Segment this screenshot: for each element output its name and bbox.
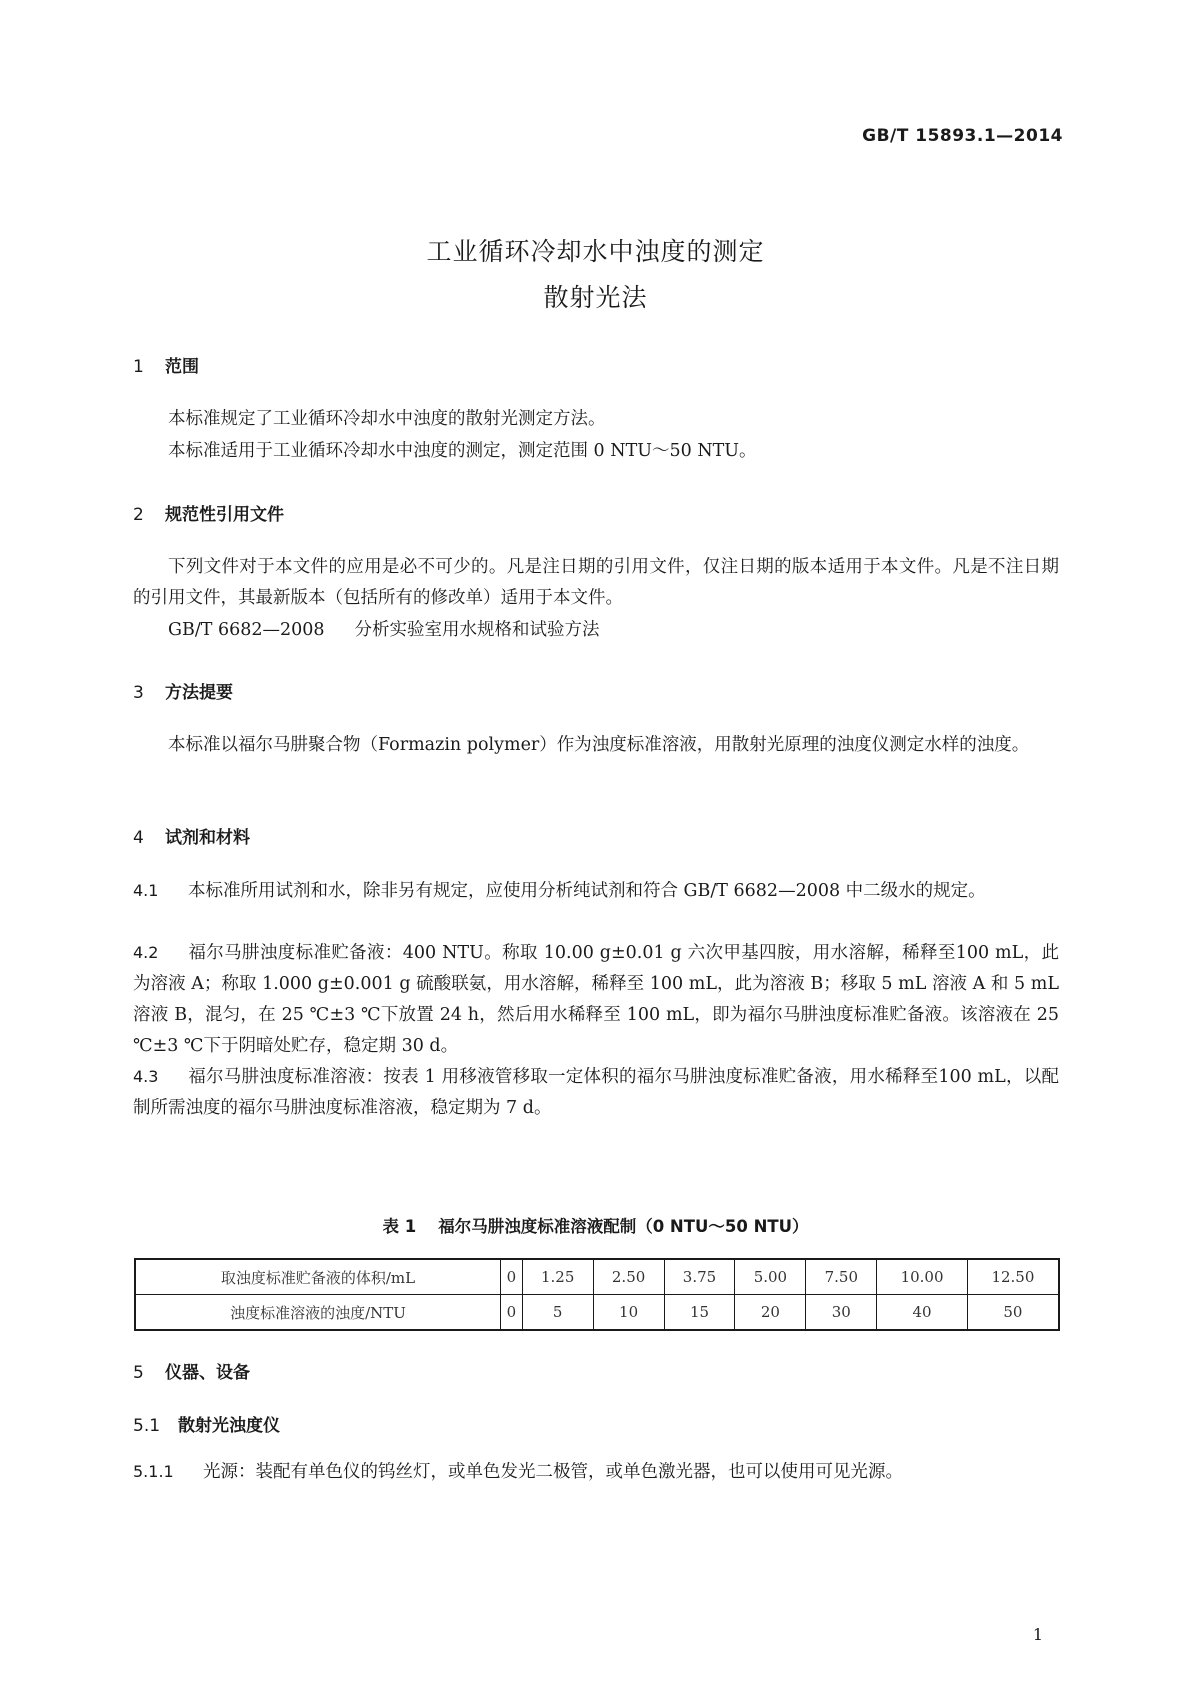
section-number: 4	[133, 828, 144, 848]
section-2-paragraph: 下列文件对于本文件的应用是必不可少的。凡是注日期的引用文件，仅注日期的版本适用于本文件。凡是不注日期的引用文件，其最新版本（包括所有的修改单）适用于本文件。	[133, 557, 1059, 608]
section-number: 2	[133, 505, 144, 525]
clause-4-3	[133, 1061, 1059, 1124]
section-5-heading	[133, 1358, 250, 1383]
clause-text: 福尔马肼浊度标准溶液：按表 1 用移液管移取一定体积的福尔马肼浊度标准贮备液，用水稀释至100 mL，以配制所需浊度的福尔马肼浊度标准溶液，稳定期为 7 d。	[133, 1067, 1059, 1118]
reference-code: GB/T 6682—2008	[168, 620, 325, 640]
table-cell: 5	[522, 1295, 593, 1331]
table-label: 表 1	[382, 1217, 417, 1236]
table-cell: 5.00	[735, 1259, 806, 1295]
clause-4-2	[133, 937, 1059, 1062]
row-header: 取浊度标准贮备液的体积/mL	[135, 1259, 501, 1295]
section-title: 范围	[165, 357, 199, 377]
section-title: 规范性引用文件	[165, 505, 284, 525]
clause-number: 4.2	[133, 943, 159, 962]
section-2-heading	[133, 500, 284, 525]
clause-text: 福尔马肼浊度标准贮备液：400 NTU。称取 10.00 g±0.01 g 六次甲基四胺，用水溶解，稀释至100 mL，此为溶液 A；称取 1.000 g±0.001 g 硫酸联氨，用水溶解，稀释至 100 mL，此为溶液 B；移取 5 mL 溶液 A 和 5 mL 溶液 B，混匀，在 25 ℃±3 ℃下放置 24 h，然后用水稀释至 100 mL，即为福尔马肼浊度标准贮备液。该溶液在 25 ℃±3 ℃下于阴暗处贮存，稳定期 30 d。	[133, 943, 1059, 1056]
section-1-heading	[133, 352, 199, 377]
section-number: 1	[133, 357, 144, 377]
document-subtitle: 散射光法	[543, 283, 648, 312]
section-1-paragraph-2: 本标准适用于工业循环冷却水中浊度的测定，测定范围 0 NTU～50 NTU。	[168, 441, 757, 461]
table-cell: 15	[664, 1295, 735, 1331]
row-header: 浊度标准溶液的浊度/NTU	[135, 1295, 501, 1331]
table-row	[135, 1259, 1059, 1295]
table-caption	[0, 1213, 1191, 1237]
table-title: 福尔马肼浊度标准溶液配制（0 NTU～50 NTU）	[438, 1217, 809, 1236]
table-cell: 20	[735, 1295, 806, 1331]
standard-code: GB/T 15893.1—2014	[862, 126, 1063, 146]
table-cell: 12.50	[967, 1259, 1059, 1295]
table-cell: 30	[806, 1295, 877, 1331]
clause-text: 光源：装配有单色仪的钨丝灯，或单色发光二极管，或单色激光器，也可以使用可见光源。	[203, 1462, 903, 1482]
section-3-paragraph: 本标准以福尔马肼聚合物（Formazin polymer）作为浊度标准溶液，用散射光原理的浊度仪测定水样的浊度。	[168, 735, 1030, 755]
clause-number: 4.3	[133, 1067, 159, 1086]
clause-number: 5.1.1	[133, 1462, 174, 1481]
subsection-5-1-heading	[133, 1411, 280, 1436]
table-cell: 50	[967, 1295, 1059, 1331]
section-title: 仪器、设备	[165, 1363, 250, 1383]
table-row	[135, 1295, 1059, 1331]
subsection-title: 散射光浊度仪	[178, 1416, 280, 1436]
table-cell: 2.50	[593, 1259, 664, 1295]
section-3-heading	[133, 678, 233, 703]
table-cell: 10	[593, 1295, 664, 1331]
table-cell: 3.75	[664, 1259, 735, 1295]
table-cell: 10.00	[877, 1259, 968, 1295]
section-number: 3	[133, 683, 144, 703]
table-cell: 0	[501, 1259, 523, 1295]
table-cell: 0	[501, 1295, 523, 1331]
section-number: 5	[133, 1363, 144, 1383]
clause-number: 4.1	[133, 881, 159, 900]
clause-text: 本标准所用试剂和水，除非另有规定，应使用分析纯试剂和符合 GB/T 6682—2008 中二级水的规定。	[188, 881, 986, 901]
section-title: 方法提要	[165, 683, 233, 703]
table-cell: 1.25	[522, 1259, 593, 1295]
formazin-preparation-table	[134, 1258, 1060, 1331]
reference-title: 分析实验室用水规格和试验方法	[354, 620, 600, 640]
table-cell: 40	[877, 1295, 968, 1331]
section-1-paragraph-1: 本标准规定了工业循环冷却水中浊度的散射光测定方法。	[168, 409, 606, 429]
section-title: 试剂和材料	[165, 828, 250, 848]
clause-4-1	[133, 875, 1059, 907]
document-title: 工业循环冷却水中浊度的测定	[426, 237, 765, 266]
clause-5-1-1	[133, 1456, 1059, 1488]
subsection-number: 5.1	[133, 1416, 161, 1436]
table-cell: 7.50	[806, 1259, 877, 1295]
normative-reference	[133, 615, 1059, 646]
page-number: 1	[1032, 1625, 1043, 1644]
section-4-heading	[133, 823, 250, 848]
